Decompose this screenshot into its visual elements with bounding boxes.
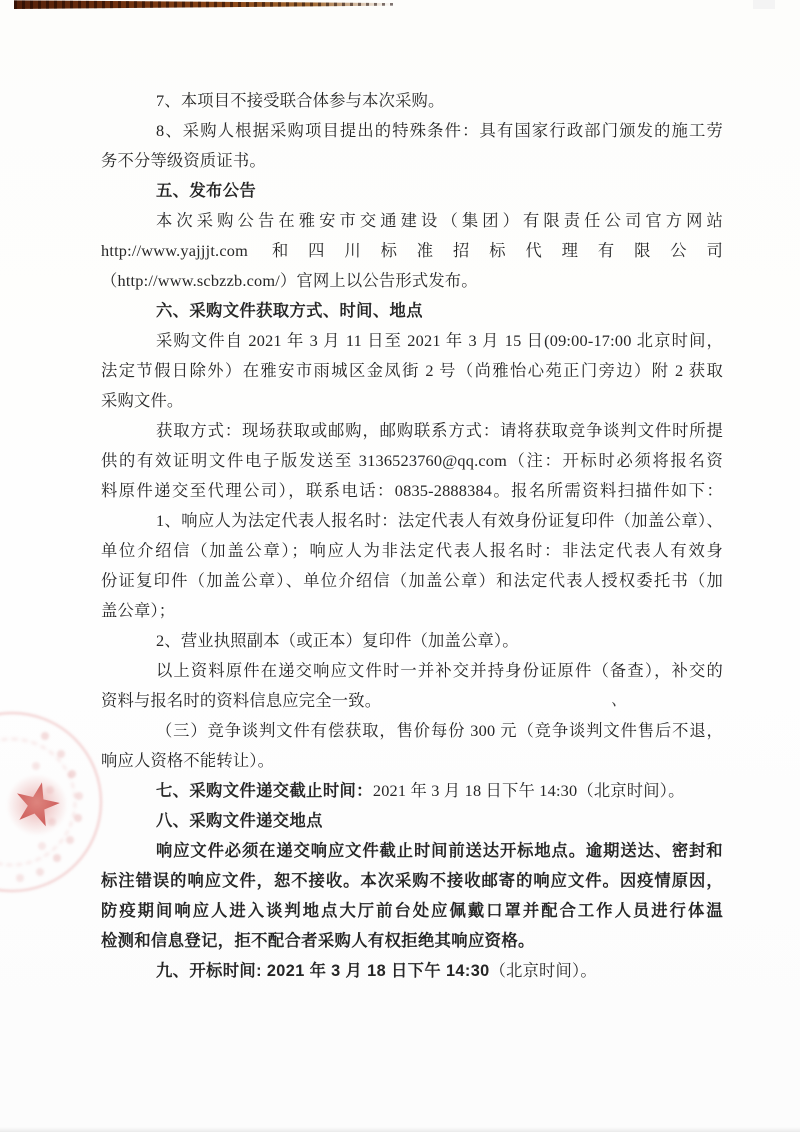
text-line: 六、采购文件获取方式、时间、地点 <box>156 302 423 320</box>
text-line: 响应文件必须在递交响应文件截止时间前送达开标地点。逾期送达、密封和 <box>156 842 723 860</box>
text-line: 务不分等级资质证书。 <box>101 151 266 170</box>
text-run: （北京时间）。 <box>489 961 597 980</box>
text-line: 盖公章）； <box>101 601 176 620</box>
text-line: 采购文件。 <box>101 391 184 410</box>
text-line: 采购文件自 2021 年 3 月 11 日至 2021 年 3 月 15 日(09:00-17:00 北京时间， <box>156 331 723 350</box>
text-line: 五、发布公告 <box>156 182 257 200</box>
text-line: 八、采购文件递交地点 <box>156 812 323 830</box>
text-run: 2021 年 3 月 18 日下午 14:30（北京时间）。 <box>372 781 685 800</box>
text-run: 九、开标时间: 2021 年 3 月 18 日下午 14:30 <box>156 962 490 980</box>
text-line: 8、采购人根据采购项目提出的特殊条件：具有国家行政部门颁发的施工劳 <box>156 121 723 140</box>
text-line: http://www.yajjjt.com 和四川标准招标代理有限公司 <box>101 241 723 260</box>
text-line: 检测和信息登记，拒不配合者采购人有权拒绝其响应资格。 <box>101 932 535 950</box>
scan-corner-artifact <box>753 0 775 9</box>
text-line: 获取方式：现场获取或邮购，邮购联系方式：请将获取竞争谈判文件时所提 <box>156 421 723 440</box>
text-line: 资料与报名时的资料信息应完全一致。 <box>101 691 382 710</box>
text-run: 七、采购文件递交截止时间： <box>156 782 373 800</box>
text-line: 2、营业执照副本（或正本）复印件（加盖公章）。 <box>156 631 519 650</box>
text-line: 本次采购公告在雅安市交通建设（集团）有限责任公司官方网站 <box>156 211 723 230</box>
scan-edge-artifact <box>14 0 396 9</box>
text-line: 1、响应人为法定代表人报名时：法定代表人有效身份证复印件（加盖公章）、 <box>156 511 723 530</box>
seal-inner-ring <box>0 738 76 866</box>
text-line <box>101 776 723 806</box>
text-line: 份证复印件（加盖公章）、单位介绍信（加盖公章）和法定代表人授权委托书（加 <box>101 571 723 590</box>
text-line: 响应人资格不能转让）。 <box>101 751 275 770</box>
seal-star-icon <box>12 780 62 830</box>
document-text <box>101 86 723 986</box>
text-line: 法定节假日除外）在雅安市雨城区金凤街 2 号（尚雅怡心苑正门旁边）附 2 获取 <box>101 361 723 380</box>
text-line: 防疫期间响应人进入谈判地点大厅前台处应佩戴口罩并配合工作人员进行体温 <box>101 902 723 920</box>
official-seal <box>0 712 102 892</box>
seal-outer-ring <box>0 712 102 892</box>
text-line <box>101 956 723 986</box>
text-line: 标注错误的响应文件，恕不接收。本次采购不接收邮寄的响应文件。因疫情原因， <box>101 872 723 890</box>
text-line: 7、本项目不接受联合体参与本次采购。 <box>156 91 445 110</box>
text-line: 料原件递交至代理公司），联系电话：0835-2888384。报名所需资料扫描件如下： <box>101 481 723 500</box>
text-line: （三）竞争谈判文件有偿获取，售价每份 300 元（竞争谈判文件售后不退， <box>156 721 723 740</box>
text-line: 供的有效证明文件电子版发送至 3136523760@qq.com（注：开标时必须将报名资 <box>101 451 723 470</box>
text-line: 单位介绍信（加盖公章）；响应人为非法定代表人报名时：非法定代表人有效身 <box>101 541 723 560</box>
scan-bottom-shadow <box>0 1127 800 1132</box>
text-line: （http://www.scbzzb.com/）官网上以公告形式发布。 <box>101 271 478 290</box>
text-line: 以上资料原件在递交响应文件时一并补交并持身份证原件（备查），补交的 <box>156 661 723 680</box>
seal-ink-smudge <box>6 774 68 836</box>
pen-mark: 、 <box>610 691 630 712</box>
